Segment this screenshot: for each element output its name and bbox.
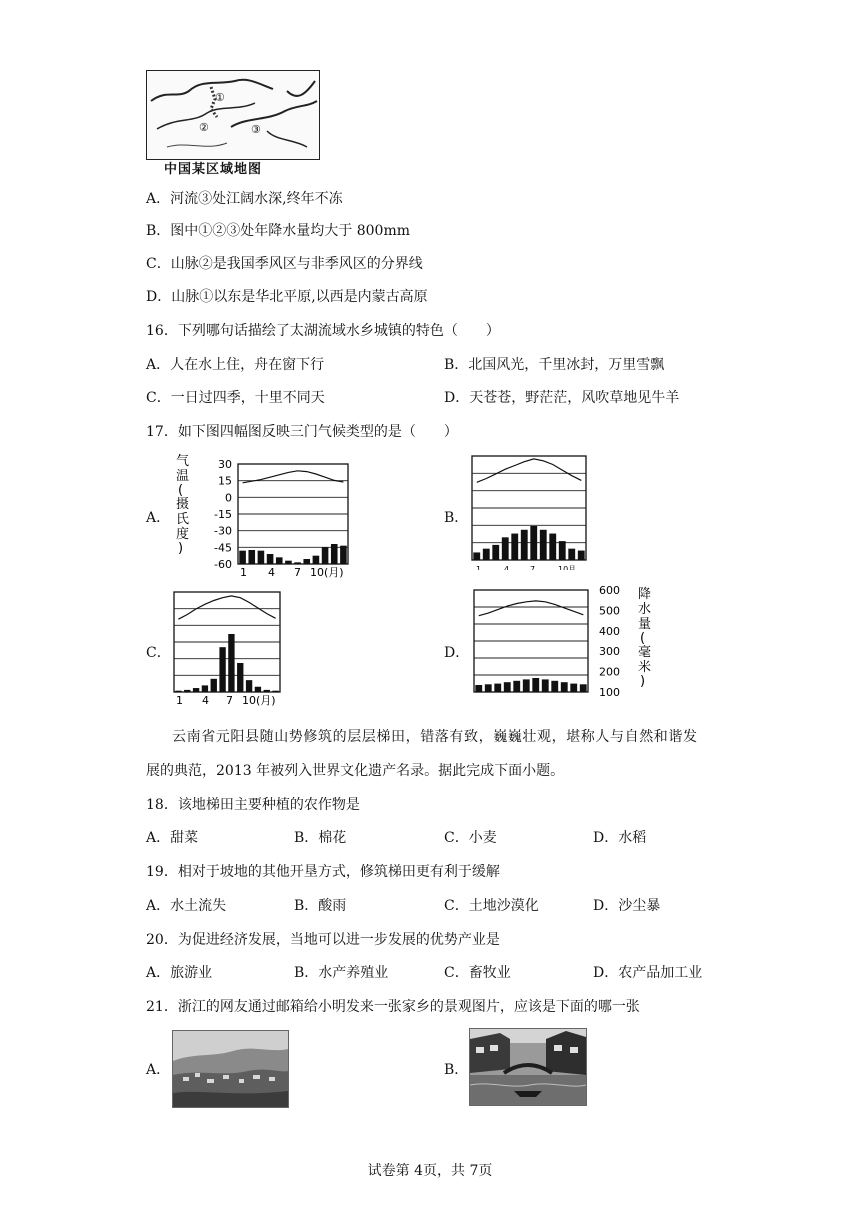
precipitation-bar: [237, 663, 243, 692]
precipitation-bar: [530, 526, 537, 560]
q21-label-a[interactable]: A．: [146, 1062, 171, 1078]
landscape-photo-b[interactable]: [469, 1028, 587, 1106]
q20-option-b[interactable]: B．水产养殖业: [294, 965, 389, 981]
climate-chart-c[interactable]: [170, 588, 310, 710]
y-tick-label: 100: [599, 686, 620, 698]
x-tick-label: 1: [476, 565, 482, 570]
climate-chart-d-svg: [470, 582, 665, 698]
climate-chart-a[interactable]: [172, 452, 362, 582]
precipitation-bar: [211, 679, 217, 692]
x-tick-label: 7: [530, 565, 536, 570]
chart-a-ytitle-char: 温: [176, 469, 190, 484]
precipitation-bar: [532, 678, 539, 692]
x-tick-label: 1: [176, 694, 183, 707]
x-tick-label: 4: [504, 565, 510, 570]
precipitation-bar: [492, 545, 499, 560]
precipitation-bar: [248, 550, 255, 564]
climate-chart-b-svg: [470, 452, 590, 570]
y-tick-label: 15: [218, 474, 232, 488]
precipitation-bar: [322, 547, 329, 564]
precipitation-bar: [542, 679, 549, 692]
y-tick-label: 400: [599, 624, 620, 638]
precipitation-bar: [568, 549, 575, 560]
precipitation-bar: [340, 546, 347, 564]
precipitation-bar: [175, 691, 181, 692]
map-marker-1: ①: [215, 91, 225, 104]
q20-stem: 20．为促进经济发展，当地可以进一步发展的优势产业是: [146, 932, 500, 948]
precipitation-bar: [473, 552, 480, 560]
q15-option-b[interactable]: B．图中①②③处年降水量均大于 800mm: [146, 223, 411, 239]
precipitation-bar: [184, 690, 190, 692]
q19-option-b[interactable]: B．酸雨: [294, 898, 347, 914]
q20-option-d[interactable]: D．农产品加工业: [593, 965, 703, 981]
precipitation-bar: [578, 551, 585, 560]
precipitation-bar: [475, 685, 482, 692]
map-marker-2: ②: [199, 121, 209, 134]
precipitation-bar: [511, 534, 518, 560]
q17-stem: 17．如下图四幅图反映三门气候类型的是（ ）: [146, 424, 458, 440]
map-caption: 中国某区域地图: [164, 162, 263, 177]
precipitation-bar: [228, 634, 234, 692]
chart-a-ytitle-char: (: [178, 483, 184, 498]
x-tick-label: 7: [294, 566, 301, 579]
precipitation-bar: [494, 684, 501, 692]
x-tick-label: 4: [268, 566, 275, 579]
chart-c-plot: [174, 592, 280, 707]
q16-stem: 16．下列哪句话描绘了太湖流域水乡城镇的特色（ ）: [146, 323, 500, 339]
q17-label-c[interactable]: C．: [146, 645, 171, 661]
x-tick-label: 10: [558, 565, 569, 570]
chart-d-ytitle-char: 量: [638, 617, 652, 632]
q21-stem: 21．浙江的网友通过邮箱给小明发来一张家乡的景观图片，应该是下面的哪一张: [146, 999, 640, 1015]
x-tick-label: 月: [568, 565, 576, 570]
precipitation-bar: [483, 549, 490, 560]
chart-d-ytitle-char: ): [640, 674, 646, 689]
x-tick-label: 7: [226, 694, 233, 707]
x-tick-label: 10(月): [310, 566, 344, 579]
q19-stem: 19．相对于坡地的其他开垦方式，修筑梯田更有利于缓解: [146, 864, 500, 880]
y-tick-label: 500: [599, 604, 620, 618]
precipitation-bar: [502, 537, 509, 560]
precipitation-bar: [580, 684, 587, 692]
temperature-curve: [477, 459, 582, 482]
precipitation-bar: [246, 680, 252, 692]
q20-option-a[interactable]: A．旅游业: [146, 965, 213, 981]
q18-option-a[interactable]: A．甜菜: [146, 830, 199, 846]
chart-a-ytitle: [176, 454, 189, 556]
climate-chart-c-svg: [170, 588, 310, 710]
precipitation-bar: [559, 541, 566, 560]
precipitation-bar: [523, 679, 530, 692]
x-tick-label: 1: [240, 566, 247, 579]
precipitation-bar: [303, 559, 310, 564]
q18-stem: 18．该地梯田主要种植的农作物是: [146, 797, 360, 813]
y-tick-label: -15: [214, 508, 232, 521]
y-tick-label: 30: [218, 458, 232, 471]
chart-a-ytitle-char: ): [178, 541, 184, 556]
precipitation-bar: [264, 690, 270, 692]
chart-d-ytitle-char: 降: [638, 587, 652, 602]
precipitation-bar: [258, 551, 265, 564]
precipitation-bar: [193, 688, 199, 692]
y-tick-label: 300: [599, 645, 620, 659]
q19-option-a[interactable]: A．水土流失: [146, 898, 227, 914]
precipitation-bar: [513, 681, 520, 692]
chart-a-ytitle-char: 摄: [176, 497, 190, 512]
chart-a-plot: [214, 458, 348, 579]
q15-option-a[interactable]: A．河流③处江阔水深,终年不冻: [146, 191, 343, 207]
chart-d-ytitle-char: 水: [638, 602, 652, 617]
precipitation-bar: [521, 530, 528, 560]
q18-option-d[interactable]: D．水稻: [593, 830, 647, 846]
q15-option-c[interactable]: C．山脉②是我国季风区与非季风区的分界线: [146, 256, 423, 272]
chart-d-plot: [474, 584, 620, 698]
precipitation-bar: [285, 561, 292, 564]
map-marker-3: ③: [251, 123, 261, 136]
q16-option-c[interactable]: C．一日过四季，十里不同天: [146, 390, 325, 406]
climate-chart-d[interactable]: [470, 582, 665, 698]
temperature-curve: [178, 596, 275, 619]
precipitation-bar: [570, 684, 577, 692]
climate-chart-b[interactable]: [470, 452, 590, 570]
x-tick-label: 4: [202, 694, 209, 707]
q19-option-d[interactable]: D．沙尘暴: [593, 898, 661, 914]
y-tick-label: -30: [214, 524, 232, 538]
x-tick-label: 10(月): [242, 694, 276, 707]
chart-a-ytitle-char: 度: [176, 527, 190, 542]
y-tick-label: -60: [214, 558, 232, 571]
q17-label-d[interactable]: D．: [444, 645, 470, 661]
precipitation-bar: [255, 687, 261, 692]
chart-a-ytitle-char: 氏: [176, 512, 190, 527]
precipitation-bar: [239, 551, 246, 564]
chart-b-plot: [472, 456, 586, 570]
y-tick-label: 0: [225, 491, 232, 505]
chart-d-ytitle-char: 米: [638, 660, 652, 675]
q16-option-a[interactable]: A．人在水上住，舟在窗下行: [146, 357, 325, 373]
q20-option-c[interactable]: C．畜牧业: [444, 965, 511, 981]
precipitation-bar: [561, 682, 568, 692]
region-map: [146, 70, 320, 160]
q18-option-c[interactable]: C．小麦: [444, 830, 497, 846]
passage-line-1: 云南省元阳县随山势修筑的层层梯田，错落有致，巍巍壮观，堪称人与自然和谐发: [172, 729, 698, 745]
q18-option-b[interactable]: B．棉花: [294, 830, 347, 846]
precipitation-bar: [202, 685, 208, 692]
chart-d-ytitle-char: (: [640, 631, 646, 646]
passage-line-2: 展的典范，2013 年被列入世界文化遗产名录。据此完成下面小题。: [146, 763, 565, 779]
precipitation-bar: [276, 557, 283, 564]
y-tick-label: 200: [599, 665, 620, 679]
chart-d-ytitle-char: 毫: [638, 645, 652, 660]
precipitation-bar: [267, 554, 274, 564]
chart-d-ytitle: [638, 587, 651, 689]
precipitation-bar: [540, 530, 547, 560]
precipitation-bar: [485, 684, 492, 692]
precipitation-bar: [551, 681, 558, 692]
y-tick-label: -45: [214, 541, 232, 555]
q21-label-b[interactable]: B．: [444, 1062, 469, 1078]
precipitation-bar: [313, 556, 320, 564]
y-tick-label: 600: [599, 584, 620, 597]
q16-option-d[interactable]: D．天苍苍，野茫茫，风吹草地见牛羊: [444, 390, 680, 406]
q16-option-b[interactable]: B．北国风光，千里冰封，万里雪飘: [444, 357, 665, 373]
climate-chart-a-svg: [172, 452, 362, 582]
page-footer: 试卷第 4页，共 7页: [367, 1163, 493, 1179]
chart-a-ytitle-char: 气: [176, 454, 190, 469]
precipitation-bar: [294, 562, 301, 564]
q15-option-d[interactable]: D．山脉①以东是华北平原,以西是内蒙古高原: [146, 289, 428, 305]
precipitation-bar: [219, 647, 225, 692]
precipitation-bar: [549, 534, 556, 560]
temperature-curve: [479, 601, 584, 616]
landscape-photo-a[interactable]: [172, 1030, 289, 1108]
q17-label-b[interactable]: B．: [444, 510, 469, 526]
q17-label-a[interactable]: A．: [146, 510, 171, 526]
precipitation-bar: [331, 544, 338, 564]
precipitation-bar: [272, 691, 278, 692]
precipitation-bar: [504, 682, 511, 692]
q19-option-c[interactable]: C．土地沙漠化: [444, 898, 539, 914]
